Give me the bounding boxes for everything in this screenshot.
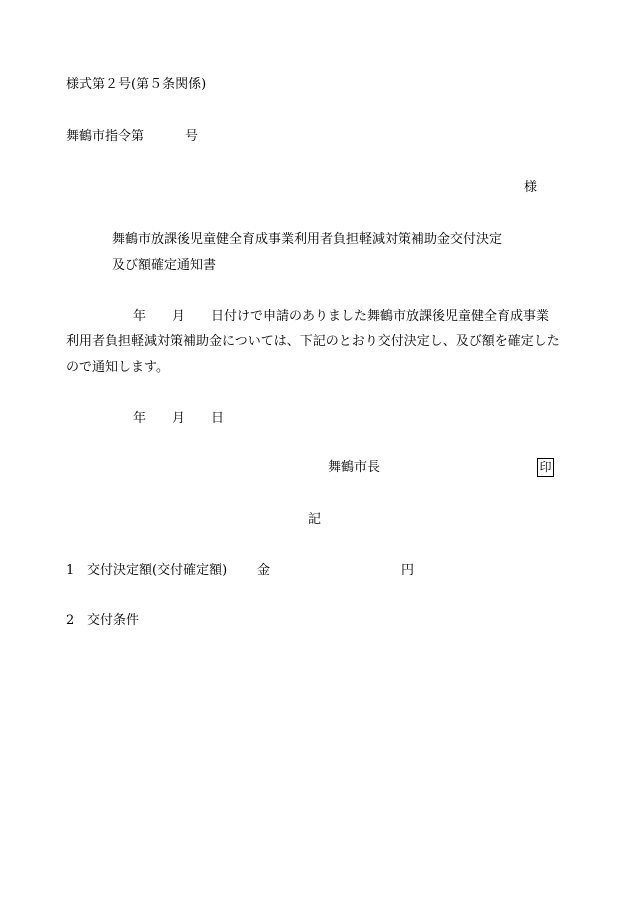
form-label: 様式第２号(第５条関係) (66, 77, 207, 92)
body-year: 年 (133, 309, 147, 324)
reference-suffix: 号 (185, 129, 199, 144)
addressee-suffix: 様 (524, 180, 538, 195)
item1-currency-prefix: 金 (257, 563, 271, 578)
item2-number: 2 (66, 613, 75, 628)
document-title-line1: 舞鶴市放課後児童健全育成事業利用者負担軽減対策補助金交付決定 (112, 232, 503, 247)
reference-prefix: 舞鶴市指令第 (66, 129, 145, 144)
seal-box: 印 (537, 458, 554, 477)
date-year: 年 (133, 411, 147, 426)
body-month: 月 (172, 309, 186, 324)
document-title-line2: 及び額確定通知書 (112, 258, 217, 273)
item1-unit: 円 (401, 563, 415, 578)
item1-number: 1 (66, 563, 75, 578)
date-month: 月 (172, 411, 186, 426)
item1-label: 交付決定額(交付確定額) (87, 563, 228, 578)
item2-label: 交付条件 (87, 613, 140, 628)
body-line2: 利用者負担軽減対策補助金については、下記のとおり交付決定し、及び額を確定した (66, 334, 560, 349)
ki-heading: 記 (308, 512, 322, 527)
body-line1: 日付けで申請のありました舞鶴市放課後児童健全育成事業 (211, 309, 550, 324)
body-line3: ので通知します。 (66, 360, 169, 375)
issuer: 舞鶴市長 (328, 460, 381, 475)
date-day: 日 (211, 411, 225, 426)
